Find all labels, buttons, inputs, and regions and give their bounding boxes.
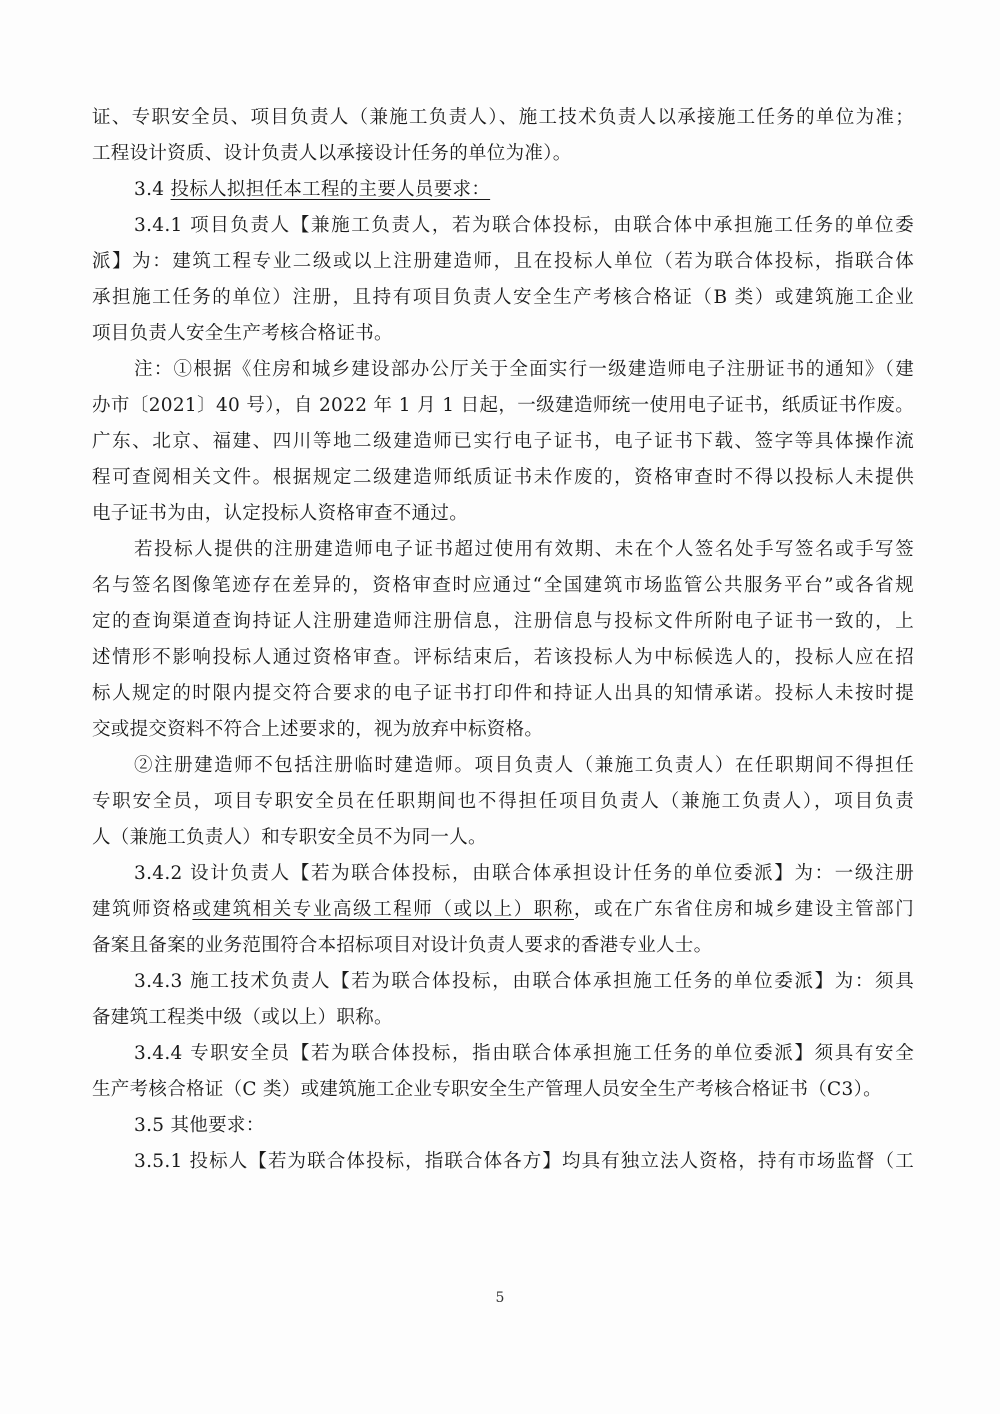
text-line: 3.4.2 设计负责人【若为联合体投标，由联合体承担设计任务的单位委派】为：一级注册 [134, 863, 914, 884]
text-line: 证、专职安全员、项目负责人（兼施工负责人）、施工技术负责人以承接施工任务的单位为准； [92, 107, 914, 128]
text-line [92, 892, 914, 928]
text-line: 交或提交资料不符合上述要求的，视为放弃中标资格。 [92, 719, 544, 740]
section-title: 投标人拟担任本工程的主要人员要求： [170, 179, 491, 200]
text-line: 注：①根据《住房和城乡建设部办公厅关于全面实行一级建造师电子注册证书的通知》（建 [134, 359, 914, 380]
text-line: 生产考核合格证（C 类）或建筑施工企业专职安全生产管理人员安全生产考核合格证书（C3）。 [92, 1079, 882, 1100]
text-line: 述情形不影响投标人通过资格审查。评标结束后，若该投标人为中标候选人的，投标人应在招 [92, 647, 914, 668]
section-heading-3-5: 3.5 其他要求： [134, 1115, 265, 1136]
text-line: 3.5.1 投标人【若为联合体投标，指联合体各方】均具有独立法人资格，持有市场监督（工 [134, 1151, 914, 1172]
text-line: 若投标人提供的注册建造师电子证书超过使用有效期、未在个人签名处手写签名或手写签 [134, 539, 914, 560]
section-heading-3-4 [92, 172, 914, 208]
text-line: 备建筑工程类中级（或以上）职称。 [92, 1007, 393, 1028]
text-line: 专职安全员，项目专职安全员在任职期间也不得担任项目负责人（兼施工负责人），项目负责 [92, 791, 914, 812]
document-body [92, 100, 914, 1180]
section-number: 3.4 [134, 179, 171, 200]
text-line: 电子证书为由，认定投标人资格审查不通过。 [92, 503, 469, 524]
text-span: ，或在广东省住房和城乡建设主管部门 [573, 899, 914, 920]
text-line: 人（兼施工负责人）和专职安全员不为同一人。 [92, 827, 487, 848]
text-line: 程可查阅相关文件。根据规定二级建造师纸质证书未作废的，资格审查时不得以投标人未提供 [92, 467, 914, 488]
text-line: 办市〔2021〕40 号），自 2022 年 1 月 1 日起，一级建造师统一使用电子证书，纸质证书作废。 [92, 395, 914, 416]
text-line: 工程设计资质、设计负责人以承接设计任务的单位为准）。 [92, 143, 572, 164]
text-line: 备案且备案的业务范围符合本招标项目对设计负责人要求的香港专业人士。 [92, 935, 713, 956]
text-line: 3.4.3 施工技术负责人【若为联合体投标，由联合体承担施工任务的单位委派】为：须具 [134, 971, 914, 992]
page-number: 5 [495, 1290, 505, 1306]
text-line: 标人规定的时限内提交符合要求的电子证书打印件和持证人出具的知情承诺。投标人未按时提 [92, 683, 914, 704]
text-line: 名与签名图像笔迹存在差异的，资格审查时应通过“全国建筑市场监管公共服务平台”或各省规 [92, 575, 914, 596]
text-line: 派】为：建筑工程专业二级或以上注册建造师，且在投标人单位（若为联合体投标，指联合体 [92, 251, 914, 272]
text-span: 建筑师资格 [92, 899, 193, 920]
text-line: 定的查询渠道查询持证人注册建造师注册信息，注册信息与投标文件所附电子证书一致的，上 [92, 611, 914, 632]
text-line: 3.4.4 专职安全员【若为联合体投标，指由联合体承担施工任务的单位委派】须具有安全 [134, 1043, 914, 1064]
underlined-text: 或建筑相关专业高级工程师（或以上）职称 [192, 899, 574, 920]
text-line: 广东、北京、福建、四川等地二级建造师已实行电子证书，电子证书下载、签字等具体操作流 [92, 431, 914, 452]
text-line: 3.4.1 项目负责人【兼施工负责人，若为联合体投标，由联合体中承担施工任务的单位委 [134, 215, 914, 236]
text-line: ②注册建造师不包括注册临时建造师。项目负责人（兼施工负责人）在任职期间不得担任 [134, 755, 914, 776]
text-line: 承担施工任务的单位）注册，且持有项目负责人安全生产考核合格证（B 类）或建筑施工企业 [92, 287, 914, 308]
text-line: 项目负责人安全生产考核合格证书。 [92, 323, 393, 344]
